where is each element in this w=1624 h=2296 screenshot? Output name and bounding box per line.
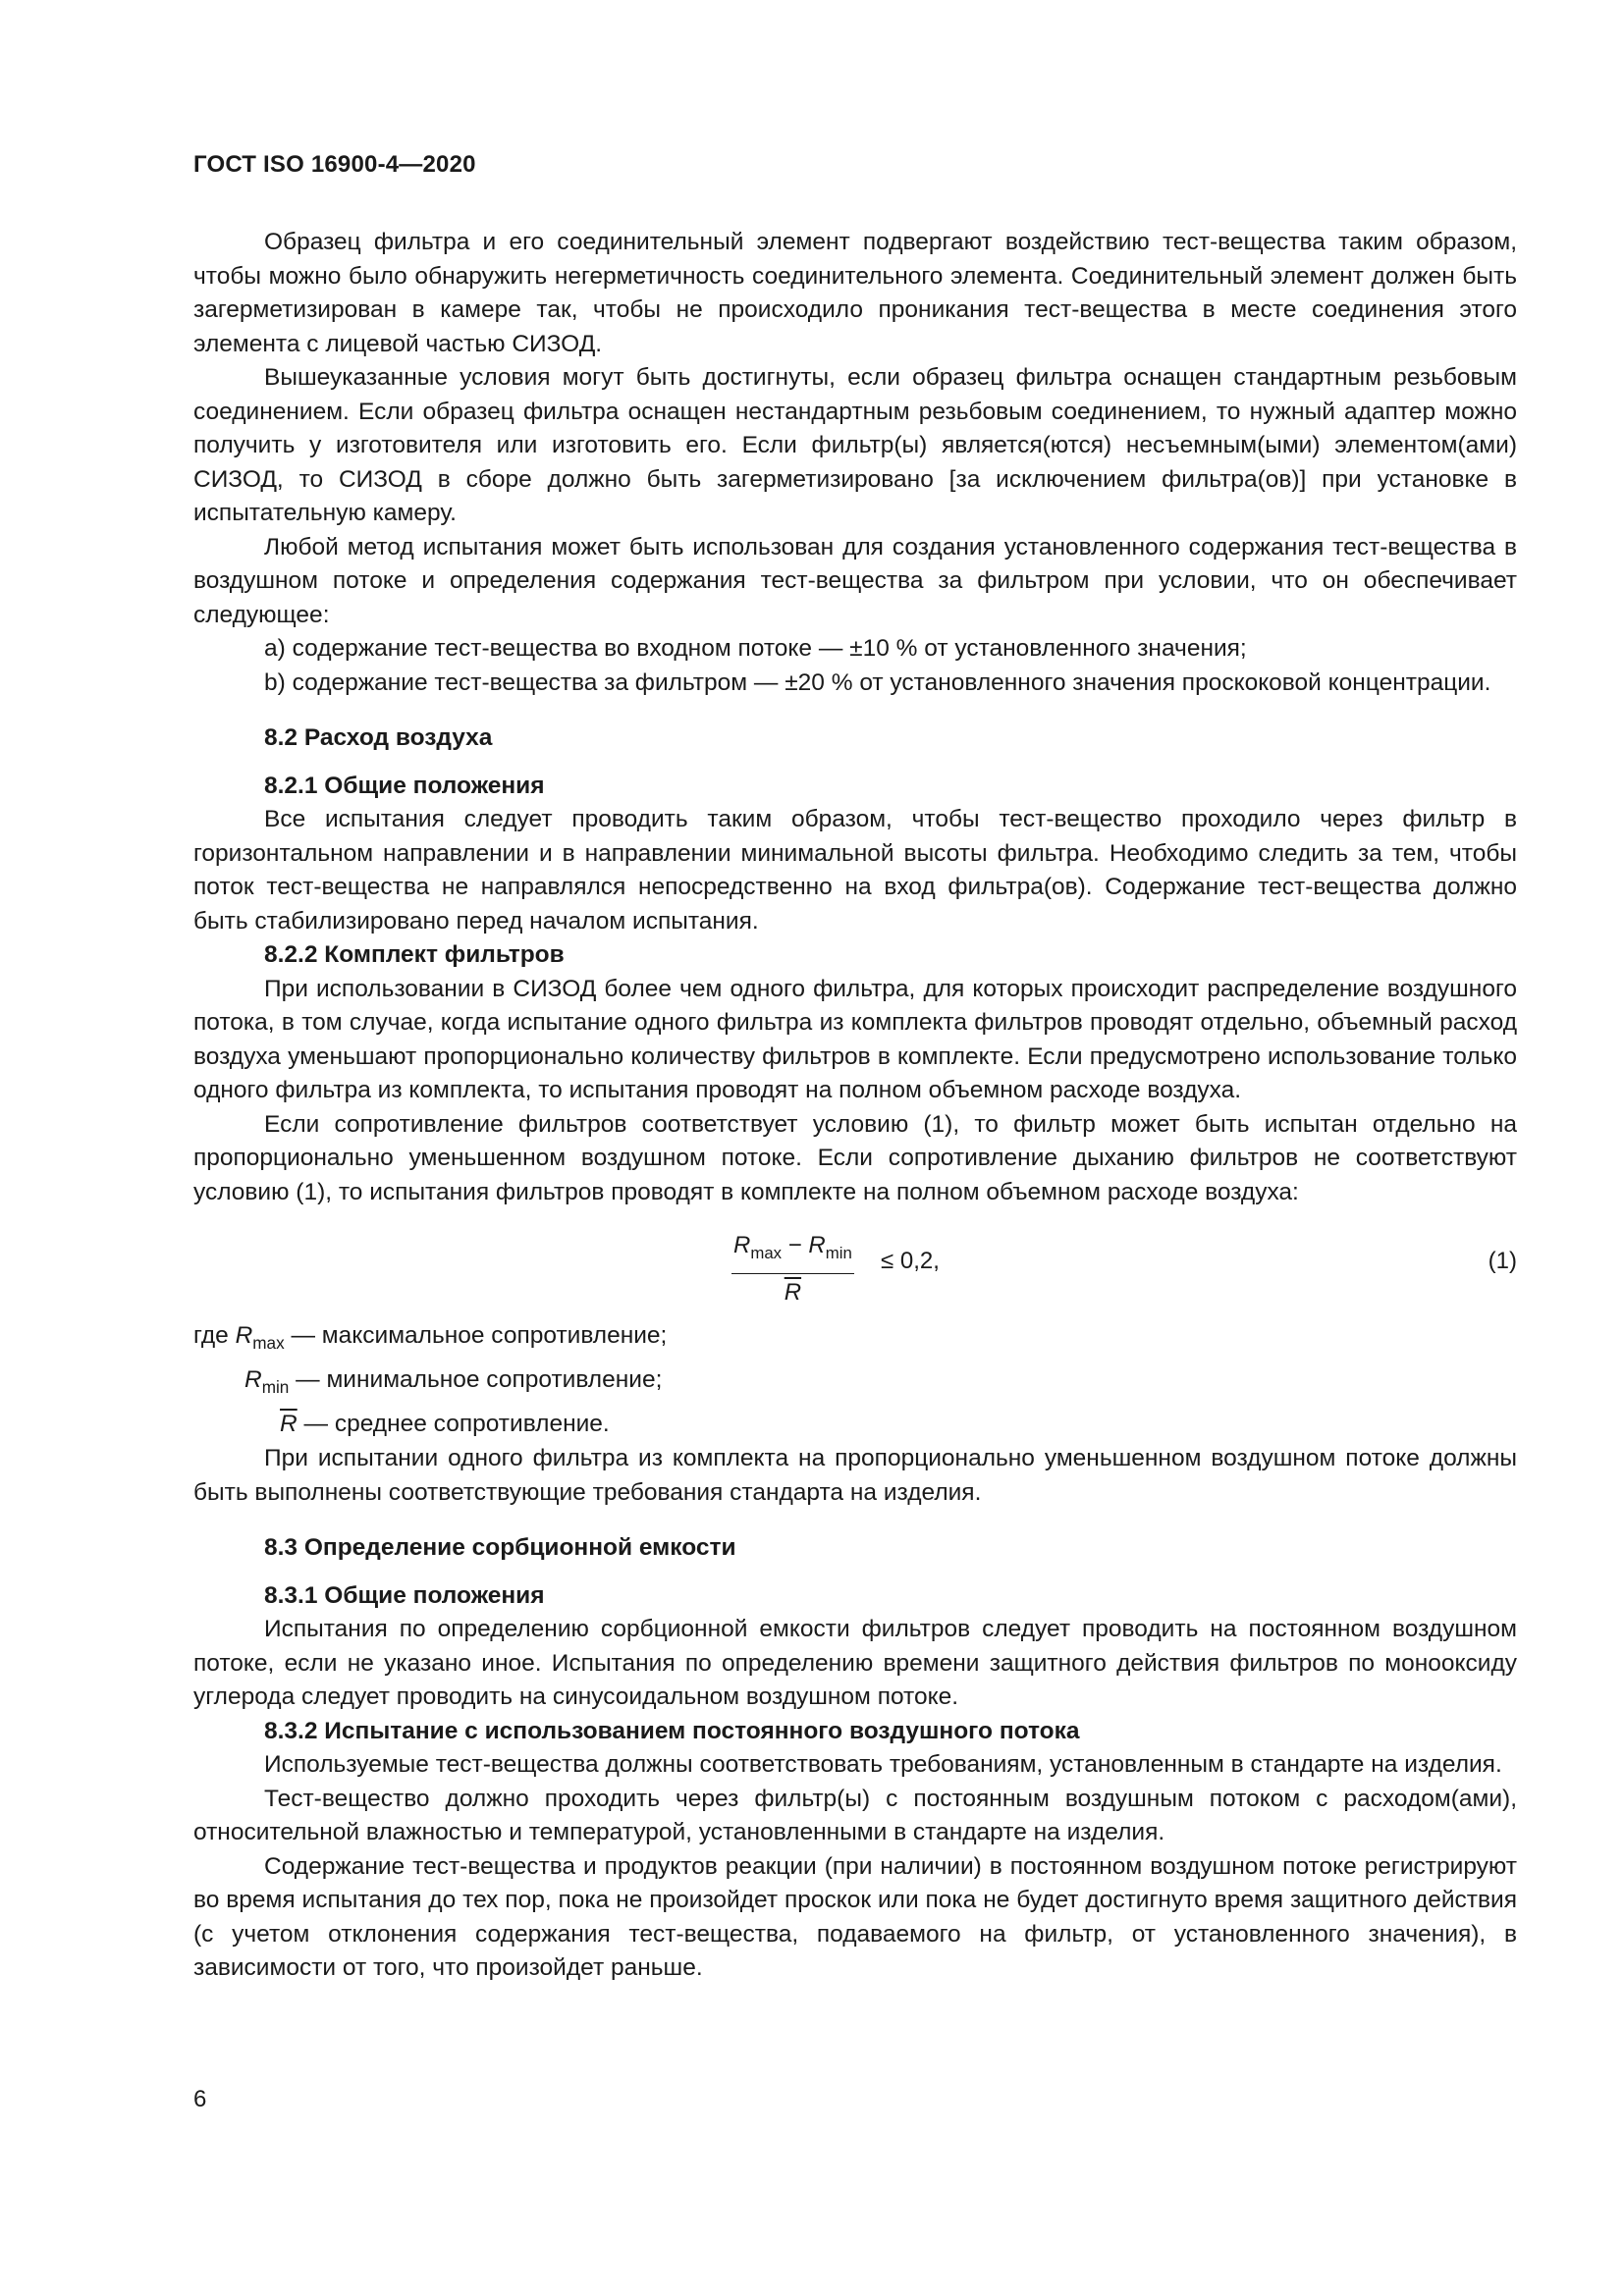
formula-1 — [193, 1223, 1517, 1311]
section-8-3-1-text: Испытания по определению сорбционной емкости фильтров следует проводить на постоянном воздушном потоке, если не указано иное. Испытания по определению времени защитного действия фильтров по монооксиду углерода следует проводить на синусоидальном воздушном потоке. — [193, 1616, 1517, 1710]
section-8-3-2-text-2: Тест-вещество должно проходить через фильтр(ы) с постоянным воздушным потоком с расходом(ами), относительной влажностью и температурой, установленными в стандарте на изделия. — [193, 1785, 1517, 1845]
section-8-2-1-title: 8.2.1 Общие положения — [264, 772, 545, 799]
list-item-a: a) содержание тест-вещества во входном потоке — ±10 % от установленного значения; — [264, 635, 1247, 662]
section-8-2-title: 8.2 Расход воздуха — [264, 724, 493, 751]
formula-relation: ≤ 0,2, — [881, 1248, 940, 1274]
formula-var: R — [733, 1232, 751, 1258]
formula-numerator — [731, 1229, 854, 1274]
section-8-3-2-text-3: Содержание тест-вещества и продуктов реакции (при наличии) в постоянном воздушном потоке регистрируют во время испытания до тех пор, пока не произойдет проскок или пока не будет достигнуто время защитного действия (с учетом отклонения содержания тест-вещества, подаваемого на фильтр, от установленного значения), в зависимости от того, что произойдет раньше. — [193, 1852, 1517, 1981]
section-8-2-2-title: 8.2.2 Комплект фильтров — [264, 941, 565, 968]
formula-denominator — [785, 1274, 801, 1310]
document-body — [193, 226, 1517, 1986]
intro-paragraph-2: Вышеуказанные условия могут быть достигнуты, если образец фильтра оснащен стандартным резьбовым соединением. Если образец фильтра оснащен нестандартным резьбовым соединением, то нужный адаптер можно получить у изготовителя или изготовить его. Если фильтр(ы) является(ются) несъемным(ыми) элементом(ами) СИЗОД, то СИЗОД в сборе должно быть загерметизировано [за исключением фильтра(ов)] при установке в испытательную камеру. — [193, 364, 1517, 526]
legend-rbar — [193, 1406, 1517, 1442]
formula-sub-max: max — [750, 1244, 783, 1262]
section-8-2-2-text-2: Если сопротивление фильтров соответствует условию (1), то фильтр может быть испытан отдельно на пропорционально уменьшенном воздушном потоке. Если сопротивление дыханию фильтров не соответствуют условию (1), то испытания фильтров проводят в комплекте на полном объемном расходе воздуха: — [193, 1110, 1517, 1205]
page-number: 6 — [193, 2086, 207, 2112]
section-8-3-2-title: 8.3.2 Испытание с использованием постоянного воздушного потока — [264, 1717, 1080, 1744]
legend-var-mean: $\overline{R}$ — [280, 1411, 298, 1437]
formula-sub-min: min — [825, 1244, 852, 1262]
document-header: ГОСТ ISO 16900-4—2020 — [193, 151, 476, 178]
legend-rmax-desc: — максимальное сопротивление; — [291, 1322, 668, 1349]
legend-lead: где — [193, 1322, 229, 1349]
formula-var-mean: $\overline{R}$ — [784, 1278, 802, 1306]
section-8-2-1-text: Все испытания следует проводить таким образом, чтобы тест-вещество проходило через фильтр в горизонтальном направлении и в направлении минимальной высоты фильтра. Необходимо следить за тем, чтобы поток тест-вещества не направлялся непосредственно на вход фильтра(ов). Содержание тест-вещества должно быть стабилизировано перед началом испытания. — [193, 806, 1517, 934]
legend-rbar-desc: — среднее сопротивление. — [303, 1411, 610, 1437]
list-item-b: b) содержание тест-вещества за фильтром — ±20 % от установленного значения проскоковой концентрации. — [264, 668, 1491, 696]
formula-var: R — [808, 1232, 826, 1258]
legend-rmin-desc: — минимальное сопротивление; — [296, 1366, 663, 1393]
legend-var: R — [244, 1366, 262, 1393]
intro-paragraph-3: Любой метод испытания может быть использован для создания установленного содержания тест-вещества в воздушном потоке и определения содержания тест-вещества за фильтром при условии, что он обеспечивает следующее: — [193, 533, 1517, 628]
formula-minus: − — [787, 1232, 802, 1258]
legend-sub-max: max — [252, 1333, 285, 1353]
section-8-3-1-title: 8.3.1 Общие положения — [264, 1581, 545, 1609]
legend-rmin — [193, 1362, 1517, 1406]
legend-sub-min: min — [261, 1377, 290, 1397]
legend-rmax — [193, 1317, 1517, 1362]
legend-var: R — [235, 1322, 253, 1349]
section-8-3-2-text-1: Используемые тест-вещества должны соответствовать требованиям, установленным в стандарте на изделия. — [264, 1751, 1502, 1778]
formula-number: (1) — [1488, 1248, 1517, 1274]
formula-legend — [193, 1317, 1517, 1442]
formula-fraction — [731, 1229, 854, 1309]
intro-paragraph-1: Образец фильтра и его соединительный элемент подвергают воздействию тест-вещества таким образом, чтобы можно было обнаружить негерметичность соединительного элемента. Соединительный элемент должен быть загерметизирован в камере так, чтобы не происходило проникания тест-вещества в месте соединения этого элемента с лицевой частью СИЗОД. — [193, 229, 1517, 357]
section-8-2-2-text-3: При испытании одного фильтра из комплекта на пропорционально уменьшенном воздушном потоке должны быть выполнены соответствующие требования стандарта на изделия. — [193, 1445, 1517, 1506]
section-8-3-title: 8.3 Определение сорбционной емкости — [264, 1534, 736, 1561]
section-8-2-2-text-1: При использовании в СИЗОД более чем одного фильтра, для которых происходит распределение воздушного потока, в том случае, когда испытание одного фильтра из комплекта фильтров проводят отдельно, объемный расход воздуха уменьшают пропорционально количеству фильтров в комплекте. Если предусмотрено использование только одного фильтра из комплекта, то испытания проводят на полном объемном расходе воздуха. — [193, 975, 1517, 1103]
